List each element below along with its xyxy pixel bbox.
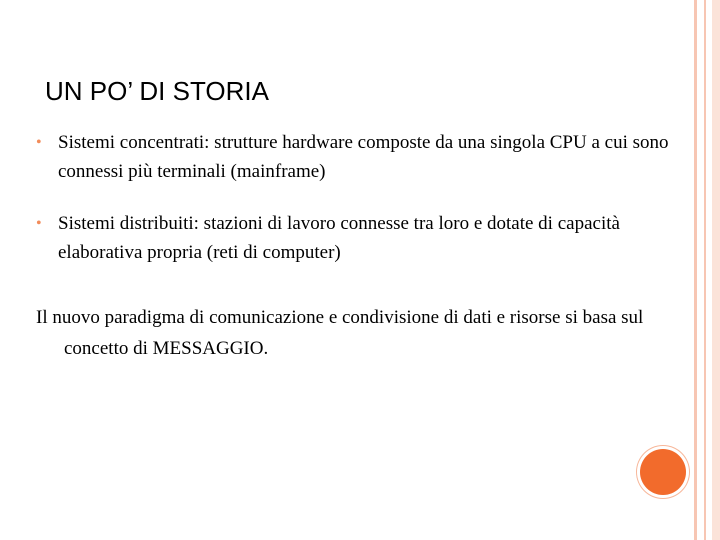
closing-paragraph: Il nuovo paradigma di comunicazione e condivisione di dati e risorse si basa sul concetto di MESSAGGIO. xyxy=(36,307,644,359)
bullet-list xyxy=(30,128,690,290)
decorative-rail xyxy=(694,0,697,540)
bullet-icon: • xyxy=(36,215,42,232)
bullet-icon: • xyxy=(36,134,42,151)
decorative-rail xyxy=(704,0,706,540)
bullet-item xyxy=(30,209,690,267)
orange-circle-ornament xyxy=(640,449,686,495)
bullet-text: Sistemi distribuiti: stazioni di lavoro connesse tra loro e dotate di capacità elaborativa propria (reti di computer) xyxy=(58,213,620,263)
slide-title: UN PO’ DI STORIA xyxy=(45,76,269,106)
bullet-text: Sistemi concentrati: strutture hardware composte da una singola CPU a cui sono connessi più terminali (mainframe) xyxy=(58,132,669,182)
bullet-item xyxy=(30,128,690,186)
decorative-rail xyxy=(712,0,720,540)
